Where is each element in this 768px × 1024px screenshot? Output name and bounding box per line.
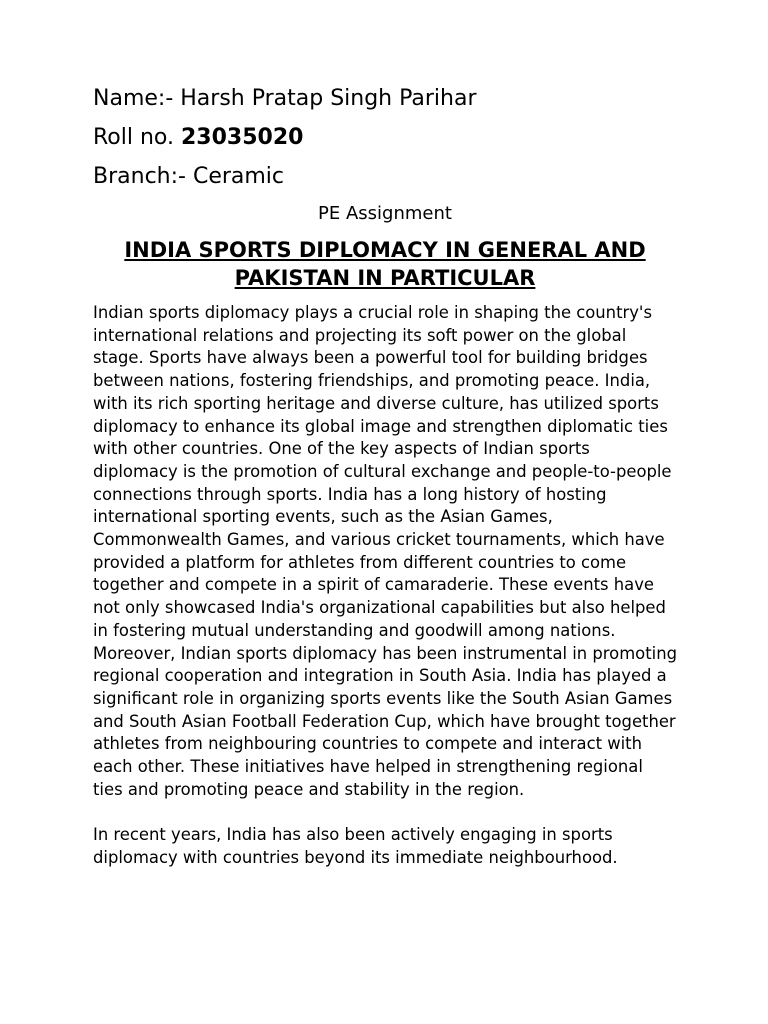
body-paragraph-2: In recent years, India has also been actively engaging in sports diplomacy with countries beyond its immediate neighbourhood. (93, 825, 618, 867)
name-value: Harsh Pratap Singh Parihar (180, 86, 477, 111)
name-label: Name:- (93, 86, 181, 111)
body-paragraph-1: Indian sports diplomacy plays a crucial role in shaping the country's international relations and projecting its soft power on the global stage. Sports have always been a powerful tool for building bridges between nations, fostering friendships, and promoting peace. India, with its rich sporting heritage and diverse culture, has utilized sports diplomacy to enhance its global image and strengthen diplomatic ties with other countries. One of the key aspects of Indian sports diplomacy is the promotion of cultural exchange and people-to-people connections through sports. India has a long history of hosting international sporting events, such as the Asian Games, Commonwealth Games, and various cricket tournaments, which have provided a platform for athletes from different countries to come together and compete in a spirit of camaraderie. These events have not only showcased India's organizational capabilities but also helped in fostering mutual understanding and goodwill among nations. Moreover, Indian sports diplomacy has been instrumental in promoting regional cooperation and integration in South Asia. India has played a significant role in organizing sports events like the South Asian Games and South Asian Football Federation Cup, which have brought together athletes from neighbouring countries to compete and interact with each other. These initiatives have helped in strengthening regional ties and promoting peace and stability in the region. (93, 303, 677, 799)
roll-label: Roll no. (93, 125, 181, 150)
branch-line (93, 164, 677, 190)
branch-label: Branch:- (93, 164, 193, 189)
document-title: INDIA SPORTS DIPLOMACY IN GENERAL AND PAKISTAN IN PARTICULAR (124, 238, 646, 290)
document-page (93, 86, 677, 870)
roll-number-line (93, 125, 677, 151)
assignment-subject: PE Assignment (318, 203, 452, 224)
student-name-line (93, 86, 677, 112)
branch-value: Ceramic (192, 164, 285, 189)
roll-value: 23035020 (180, 125, 304, 150)
